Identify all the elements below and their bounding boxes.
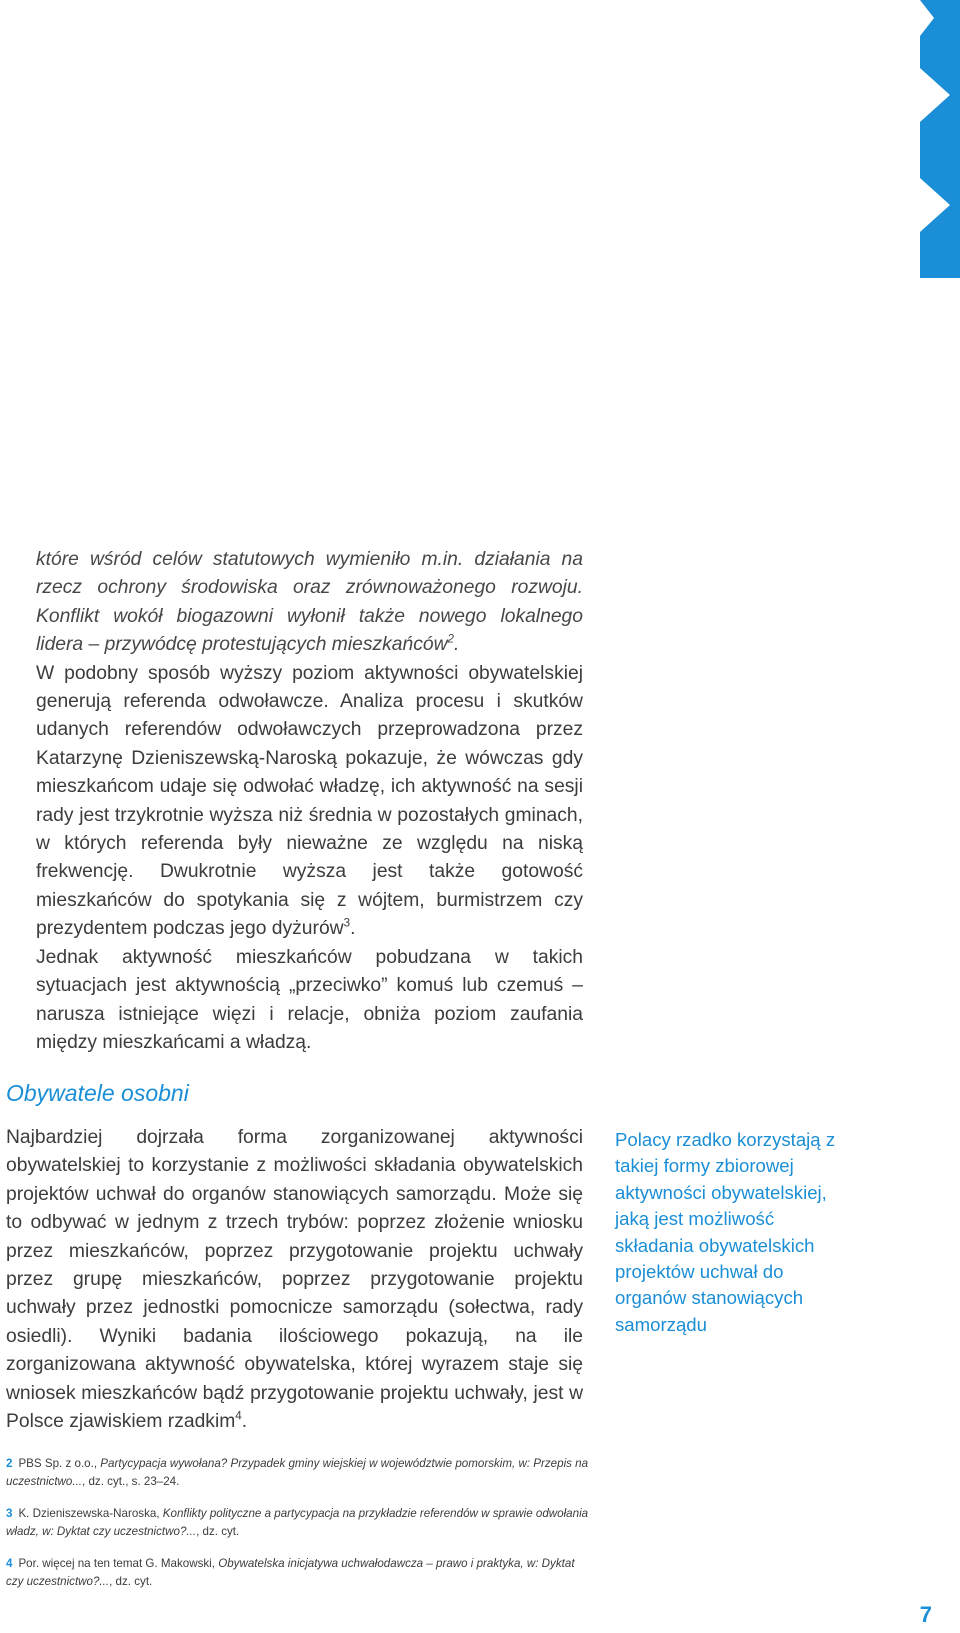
section-title: Obywatele osobni	[6, 1080, 189, 1106]
paragraph-against: Jednak aktywność mieszkańców pobudzana w takich sytuacjach jest aktywnością „przeciwko” komuś lub czemuś – narusza istniejące więzi i relacje, obniża poziom zaufania między mieszkańcami a władzą.	[36, 946, 583, 1053]
corner-chevron-decoration	[920, 0, 960, 278]
footnote-number: 4	[6, 1557, 13, 1570]
main-text-upper	[36, 546, 583, 1057]
paragraph-initiative-end: .	[241, 1411, 248, 1433]
paragraph-initiative-text: Najbardziej dojrzała forma zorganizowanej aktywności obywatelskiej to korzystanie z możliwości składania obywatelskich projektów uchwał do organów stanowiących samorządu. Może się to odbywać w jednym z trzech trybów: poprzez złożenie wniosku przez mieszkańców, poprzez przygotowanie projektu uchwały przez grupę mieszkańców, poprzez przygotowanie projektu uchwały przez jednostki pomocnicze samorządu (sołectwa, rady osiedli). Wyniki badania ilościowego pokazują, na ile zorganizowana aktywność obywatelska, której wyrazem staje się wniosek mieszkańców bądź przygotowanie projektu uchwały, jest w Polsce zjawiskiem rzadkim	[6, 1127, 583, 1433]
footnote-text-end: , dz. cyt.	[196, 1525, 240, 1538]
paragraph-referenda-end: .	[350, 918, 356, 940]
footnote-text-end: , dz. cyt., s. 23–24.	[82, 1475, 180, 1488]
footnote-number: 2	[6, 1457, 13, 1470]
footnote-text-end: , dz. cyt.	[109, 1575, 153, 1588]
footnote-4	[6, 1555, 591, 1591]
footnote-number: 3	[6, 1507, 13, 1520]
footnotes	[6, 1455, 591, 1605]
intro-italic-paragraph	[36, 546, 583, 660]
footnote-ref-2[interactable]: 2	[447, 633, 454, 646]
footnote-2	[6, 1455, 591, 1491]
footnote-text: PBS Sp. z o.o.,	[18, 1457, 101, 1470]
paragraph-referenda-text: W podobny sposób wyższy poziom aktywności obywatelskiej generują referenda odwoławcze. Analiza procesu i skutków udanych referendów odwoławczych przeprowadzona przez Katarzynę Dzieniszewską-Naroską pokazuje, że wówczas gdy mieszkańcom udaje się odwołać władzę, ich aktywność na sesji rady jest trzykrotnie wyższa niż średnia w pozostałych gminach, w których referenda były nieważne ze względu na niską frekwencję. Dwukrotnie wyższa jest także gotowość mieszkańców do spotykania się z wójtem, burmistrzem czy prezydentem podczas jego dyżurów	[36, 662, 583, 940]
footnote-title: Konflikty polityczne a partycypacja na przykładzie referendów w sprawie odwołania władz, w: Dyktat czy uczestnictwo?...	[6, 1507, 589, 1538]
footnote-text: Por. więcej na ten temat G. Makowski,	[18, 1557, 219, 1570]
main-text-lower	[6, 1124, 583, 1436]
footnote-ref-3[interactable]: 3	[343, 917, 351, 930]
footnote-text: K. Dzieniszewska-Naroska,	[18, 1507, 163, 1520]
paragraph-referenda	[36, 660, 583, 944]
footnote-ref-4[interactable]: 4	[235, 1410, 242, 1423]
paragraph-initiative	[6, 1124, 583, 1436]
sidenote-pull-quote: Polacy rzadko korzystają z takiej formy zbiorowej aktywności obywatelskiej, jaką jest możliwość składania obywatelskich projektów uchwał do organów stanowiących samorządu	[615, 1129, 836, 1335]
intro-italic-end: .	[453, 634, 460, 656]
footnote-title: Partycypacja wywołana? Przypadek gminy wiejskiej w województwie pomorskim, w: Przepis na uczestnictwo...	[6, 1457, 589, 1488]
footnote-title: Obywatelska inicjatywa uchwałodawcza – prawo i praktyka, w: Dyktat czy uczestnictwo?...	[6, 1557, 575, 1588]
intro-italic-text: które wśród celów statutowych wymieniło m.in. działania na rzecz ochrony środowiska oraz zrównoważonego rozwoju. Konflikt wokół biogazowni wyłonił także nowego lokalnego lidera – przywódcę protestujących mieszkańców	[36, 549, 583, 656]
footnote-3	[6, 1505, 591, 1541]
page-number: 7	[919, 1602, 932, 1627]
